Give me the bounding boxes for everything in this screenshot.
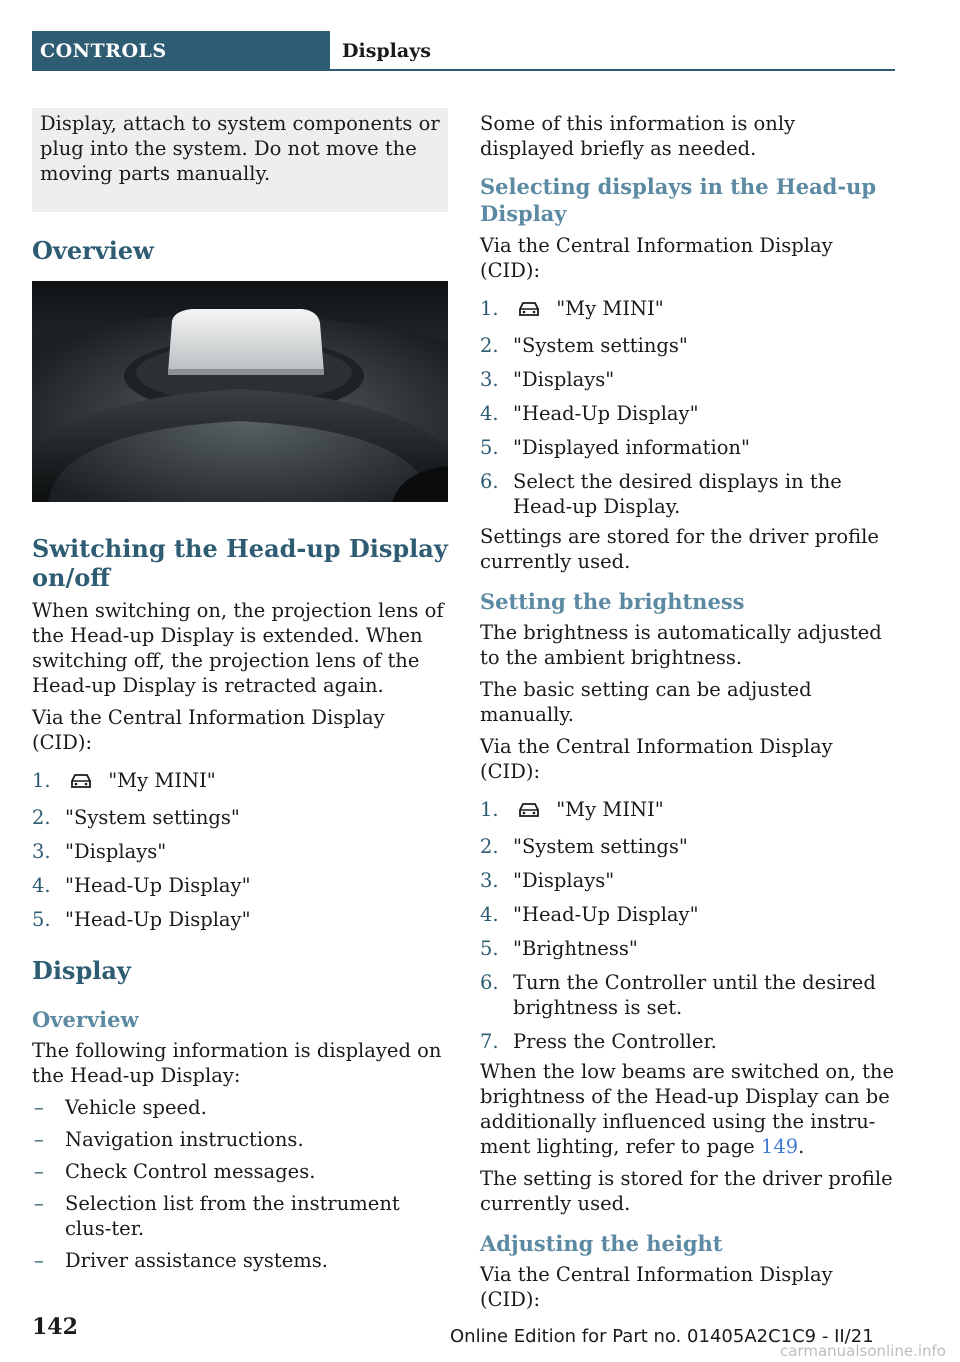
step-text: Press the Controller. bbox=[513, 1030, 717, 1053]
list-item-text: Vehicle speed. bbox=[65, 1096, 207, 1119]
step-number: 3. bbox=[32, 840, 51, 863]
dash-bullet: – bbox=[34, 1128, 44, 1151]
step-number: 1. bbox=[480, 297, 499, 320]
brightness-manual-text: The basic setting can be adjusted manually. bbox=[480, 678, 812, 726]
list-item bbox=[32, 873, 448, 898]
list-item-text: Selection list from the instrument clus-ter. bbox=[65, 1192, 400, 1240]
switching-steps bbox=[32, 768, 448, 932]
left-column bbox=[32, 108, 448, 1280]
dash-bullet: – bbox=[34, 1160, 44, 1183]
list-item-text: Navigation instructions. bbox=[65, 1128, 304, 1151]
step-text: "Displayed information" bbox=[513, 436, 750, 459]
settings-stored-text: Settings are stored for the driver profile currently used. bbox=[480, 525, 879, 573]
selecting-steps bbox=[480, 296, 895, 519]
overview-heading: Overview bbox=[32, 236, 154, 265]
step-number: 5. bbox=[32, 908, 51, 931]
switching-heading: Switching the Head-up Display on/off bbox=[32, 534, 448, 592]
edition-footer: Online Edition for Part no. 01405A2C1C9 - II/21 bbox=[450, 1326, 874, 1347]
list-item bbox=[32, 1127, 448, 1152]
setting-stored-text: The setting is stored for the driver profile currently used. bbox=[480, 1167, 893, 1215]
via-cid-text: Via the Central Information Display (CID): bbox=[480, 735, 833, 783]
brightness-heading: Setting the brightness bbox=[480, 589, 745, 614]
step-number: 6. bbox=[480, 971, 499, 994]
low-beam-end: . bbox=[798, 1135, 805, 1158]
height-heading: Adjusting the height bbox=[480, 1231, 723, 1256]
step-number: 2. bbox=[480, 334, 499, 357]
note-text: Display, attach to system components or plug into the system. Do not move the moving parts manually. bbox=[40, 112, 440, 185]
list-item bbox=[32, 805, 448, 830]
step-number: 4. bbox=[480, 402, 499, 425]
via-cid-text: Via the Central Information Display (CID): bbox=[480, 1263, 833, 1311]
list-item bbox=[32, 907, 448, 932]
step-text: "System settings" bbox=[65, 806, 240, 829]
display-heading: Display bbox=[32, 956, 131, 985]
car-icon bbox=[69, 771, 93, 796]
list-item bbox=[480, 902, 895, 927]
list-item-text: Driver assistance systems. bbox=[65, 1249, 328, 1272]
step-number: 2. bbox=[32, 806, 51, 829]
list-item bbox=[480, 367, 895, 392]
step-text: "Head-Up Display" bbox=[513, 903, 699, 926]
step-text: "My MINI" bbox=[556, 297, 664, 320]
list-item bbox=[32, 839, 448, 864]
list-item bbox=[480, 435, 895, 460]
low-beam-body: When the low beams are switched on, the brightness of the Head-up Display can be additionally influenced using the instru-ment lighting, refer to page bbox=[480, 1060, 895, 1158]
dash-bullet: – bbox=[34, 1096, 44, 1119]
list-item bbox=[480, 970, 895, 1020]
page-header bbox=[32, 31, 895, 71]
step-text: "Displays" bbox=[513, 368, 615, 391]
intro-text: Some of this information is only displayed briefly as needed. bbox=[480, 112, 796, 160]
list-item bbox=[480, 1029, 895, 1054]
step-number: 3. bbox=[480, 869, 499, 892]
info-list bbox=[32, 1095, 448, 1273]
list-item bbox=[32, 1248, 448, 1273]
step-text: "Head-Up Display" bbox=[65, 874, 251, 897]
via-cid-text: Via the Central Information Display (CID): bbox=[480, 234, 833, 282]
head-up-display-photo bbox=[32, 281, 448, 502]
list-item bbox=[32, 1159, 448, 1184]
low-beam-text bbox=[480, 1059, 895, 1159]
topic-title: Displays bbox=[342, 40, 431, 62]
step-number: 3. bbox=[480, 368, 499, 391]
page-number: 142 bbox=[32, 1314, 78, 1340]
hud-illustration bbox=[32, 281, 448, 502]
list-item bbox=[32, 1095, 448, 1120]
step-text: "Brightness" bbox=[513, 937, 638, 960]
list-item bbox=[480, 296, 895, 324]
step-text: Turn the Controller until the desired brightness is set. bbox=[513, 971, 876, 1019]
step-text: "Head-Up Display" bbox=[513, 402, 699, 425]
step-number: 1. bbox=[32, 769, 51, 792]
dash-bullet: – bbox=[34, 1192, 44, 1215]
brightness-steps bbox=[480, 797, 895, 1054]
via-cid-text: Via the Central Information Display (CID): bbox=[32, 706, 385, 754]
step-number: 5. bbox=[480, 937, 499, 960]
step-number: 2. bbox=[480, 835, 499, 858]
list-item bbox=[32, 1191, 448, 1241]
right-column bbox=[480, 108, 895, 1319]
step-number: 5. bbox=[480, 436, 499, 459]
list-item bbox=[480, 333, 895, 358]
section-tab: CONTROLS bbox=[32, 31, 330, 71]
header-rule bbox=[330, 69, 895, 71]
car-icon bbox=[517, 800, 541, 825]
step-text: "System settings" bbox=[513, 835, 688, 858]
page-reference-link[interactable]: 149 bbox=[760, 1135, 799, 1158]
switching-text: When switching on, the projection lens of the Head-up Display is extended. When switching off, the projection lens of the Head-up Display is retracted again. bbox=[32, 599, 444, 697]
step-text: "My MINI" bbox=[556, 798, 664, 821]
list-item bbox=[480, 868, 895, 893]
step-number: 1. bbox=[480, 798, 499, 821]
note-box bbox=[32, 108, 448, 212]
selecting-heading: Selecting displays in the Head-up Display bbox=[480, 174, 877, 226]
overview-subheading: Overview bbox=[32, 1007, 139, 1032]
list-item bbox=[32, 768, 448, 796]
step-text: "System settings" bbox=[513, 334, 688, 357]
list-item bbox=[480, 797, 895, 825]
list-item-text: Check Control messages. bbox=[65, 1160, 316, 1183]
car-icon bbox=[517, 299, 541, 324]
step-text: "My MINI" bbox=[108, 769, 216, 792]
brightness-auto-text: The brightness is automatically adjusted to the ambient brightness. bbox=[480, 621, 882, 669]
step-text: Select the desired displays in the Head-up Display. bbox=[513, 470, 842, 518]
step-text: "Displays" bbox=[513, 869, 615, 892]
step-text: "Displays" bbox=[65, 840, 167, 863]
list-item bbox=[480, 469, 895, 519]
dash-bullet: – bbox=[34, 1249, 44, 1272]
step-text: "Head-Up Display" bbox=[65, 908, 251, 931]
step-number: 6. bbox=[480, 470, 499, 493]
list-item bbox=[480, 834, 895, 859]
list-item bbox=[480, 936, 895, 961]
step-number: 4. bbox=[480, 903, 499, 926]
info-intro: The following information is displayed on the Head-up Display: bbox=[32, 1039, 442, 1087]
watermark: carmanualsonline.info bbox=[780, 1342, 946, 1360]
list-item bbox=[480, 401, 895, 426]
step-number: 7. bbox=[480, 1030, 499, 1053]
step-number: 4. bbox=[32, 874, 51, 897]
